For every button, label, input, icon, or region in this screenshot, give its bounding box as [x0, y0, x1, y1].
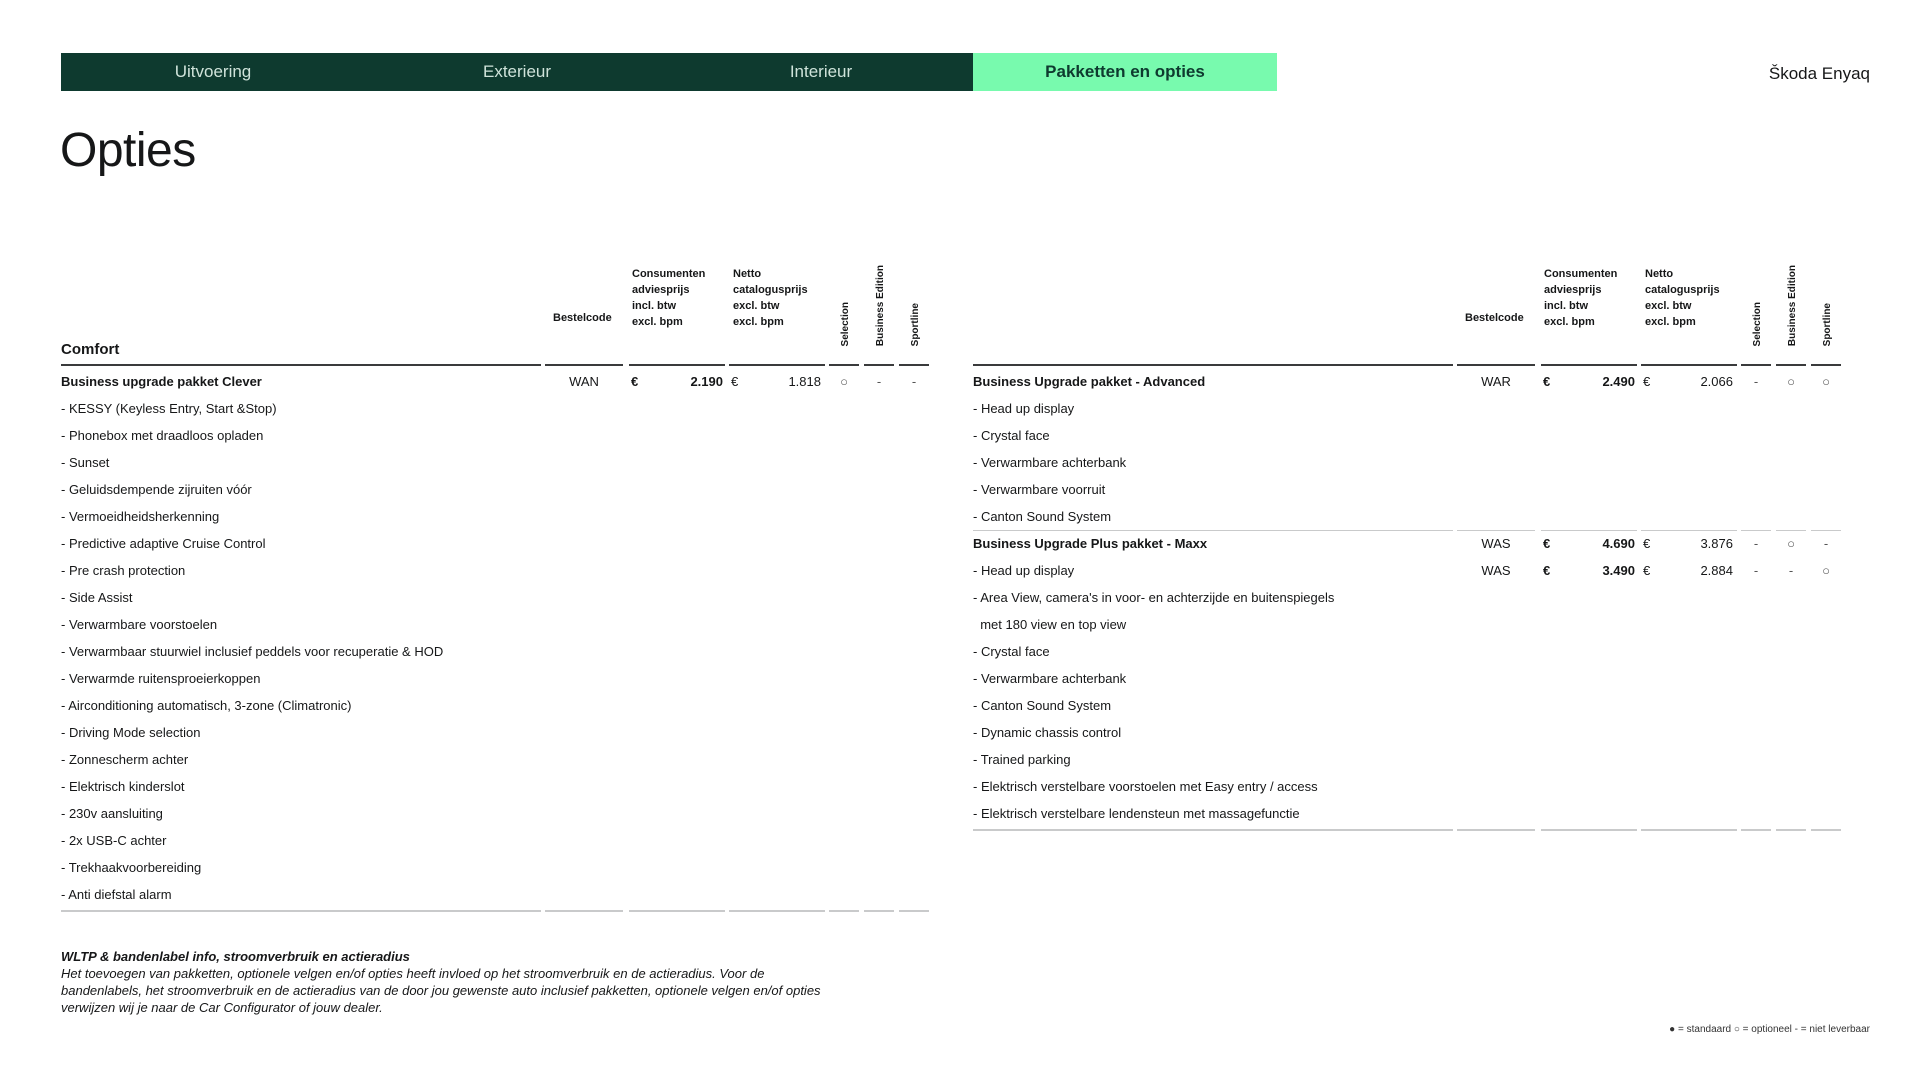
table-header	[973, 222, 1853, 358]
table-row	[61, 557, 941, 584]
net-price: 2.884	[1700, 563, 1733, 578]
table-row	[973, 422, 1853, 449]
availability-selection: ○	[840, 374, 848, 389]
footer-rule	[61, 910, 541, 912]
section-heading: Comfort	[61, 341, 120, 358]
footer-rule	[1741, 829, 1771, 831]
table-row	[973, 503, 1853, 530]
order-code: WAN	[569, 374, 599, 389]
header-rule	[1741, 364, 1771, 366]
tab-interieur[interactable]: Interieur	[669, 53, 973, 91]
table-row	[61, 476, 941, 503]
table-row	[61, 503, 941, 530]
option-description: - Vermoeidheidsherkenning	[61, 509, 220, 524]
option-description: - Verwarmbare voorruit	[973, 482, 1106, 497]
legend: ● = standaard ○ = optioneel - = niet leverbaar	[1669, 1024, 1870, 1035]
net-price: 2.066	[1700, 374, 1733, 389]
table-row	[973, 773, 1853, 800]
footer-rule	[1811, 829, 1841, 831]
page-title: Opties	[60, 124, 196, 177]
currency-symbol: €	[1643, 563, 1651, 578]
footer-rule	[1541, 829, 1637, 831]
table-row	[61, 692, 941, 719]
table-row	[973, 746, 1853, 773]
availability-sportline: -	[911, 374, 917, 389]
col-consumentenprijs: Consumenten adviesprijs incl. btw excl. bpm	[1544, 268, 1618, 328]
option-description: - Sunset	[61, 455, 110, 470]
availability-business-edition: -	[876, 374, 882, 389]
table-row	[973, 611, 1853, 638]
currency-symbol: €	[1643, 536, 1651, 551]
table-body	[973, 368, 1853, 839]
footer-rule	[1776, 829, 1806, 831]
option-description: - Elektrisch verstelbare lendensteun met massagefunctie	[973, 806, 1300, 821]
table-row	[973, 449, 1853, 476]
currency-symbol: €	[1543, 374, 1551, 389]
col-bestelcode: Bestelcode	[1465, 312, 1524, 324]
brand-name: Škoda Enyaq	[1768, 64, 1870, 83]
table-row	[61, 881, 941, 908]
option-description: - Verwarmbare voorstoelen	[61, 617, 218, 632]
table-header	[61, 222, 941, 358]
consumer-price: 4.690	[1602, 536, 1635, 551]
section-nav	[61, 53, 1277, 91]
option-description: - 230v aansluiting	[61, 806, 163, 821]
table-row	[61, 638, 941, 665]
option-description: - Elektrisch kinderslot	[61, 779, 185, 794]
availability-selection: -	[1753, 536, 1759, 551]
table-body	[61, 368, 941, 920]
header-rule	[729, 364, 825, 366]
option-description: - Verwarmbare achterbank	[973, 455, 1127, 470]
option-description: - Canton Sound System	[973, 698, 1112, 713]
option-description: - Trained parking	[973, 752, 1071, 767]
header-rule	[1776, 364, 1806, 366]
header-rule	[864, 364, 894, 366]
option-description: - Trekhaakvoorbereiding	[61, 860, 202, 875]
note-title: WLTP & bandenlabel info, stroomverbruik en actieradius	[61, 949, 410, 964]
footer-rule	[973, 829, 1453, 831]
option-description: met 180 view en top view	[973, 617, 1127, 632]
header-rule	[973, 364, 1453, 366]
table-row	[61, 584, 941, 611]
table-row	[61, 611, 941, 638]
table-row	[61, 395, 941, 422]
table-row	[61, 665, 941, 692]
option-description: - KESSY (Keyless Entry, Start &Stop)	[61, 401, 277, 416]
availability-business-edition: ○	[1787, 374, 1795, 389]
tab-uitvoering[interactable]: Uitvoering	[61, 53, 365, 91]
table-row	[973, 665, 1853, 692]
option-description: - Zonnescherm achter	[61, 752, 189, 767]
footer-rule	[899, 910, 929, 912]
table-row	[973, 638, 1853, 665]
option-description: - 2x USB-C achter	[61, 833, 167, 848]
option-description: - Verwarmbaar stuurwiel inclusief peddels voor recuperatie & HOD	[61, 644, 444, 659]
col-nettoprijs: Netto catalogusprijs excl. btw excl. bpm	[733, 268, 808, 328]
header-rule	[829, 364, 859, 366]
availability-sportline: ○	[1822, 563, 1830, 578]
col-selection: Selection	[840, 301, 851, 346]
tab-exterieur[interactable]: Exterieur	[365, 53, 669, 91]
option-description: - Area View, camera's in voor- en achterzijde en buitenspiegels	[973, 590, 1335, 605]
currency-symbol: €	[631, 374, 639, 389]
footer-rule	[1457, 829, 1535, 831]
availability-business-edition: ○	[1787, 536, 1795, 551]
option-description: - Crystal face	[973, 644, 1050, 659]
package-row	[61, 368, 941, 395]
order-code: WAS	[1481, 563, 1511, 578]
table-row	[61, 827, 941, 854]
col-business-edition: Business Edition	[875, 264, 886, 346]
header-rule	[1641, 364, 1737, 366]
consumer-price: 2.490	[1602, 374, 1635, 389]
option-description: - Driving Mode selection	[61, 725, 201, 740]
table-row	[61, 530, 941, 557]
table-row	[61, 719, 941, 746]
option-description: - Canton Sound System	[973, 509, 1112, 524]
table-row	[973, 584, 1853, 611]
footer-rule	[829, 910, 859, 912]
footer-rule	[729, 910, 825, 912]
footer-rule	[545, 910, 623, 912]
table-row	[61, 854, 941, 881]
table-row	[61, 800, 941, 827]
col-sportline: Sportline	[910, 302, 921, 346]
col-consumentenprijs: Consumenten adviesprijs incl. btw excl. bpm	[632, 268, 706, 328]
currency-symbol: €	[1543, 536, 1551, 551]
option-description: Business upgrade pakket Clever	[61, 374, 262, 389]
col-selection: Selection	[1752, 301, 1763, 346]
table-row	[973, 476, 1853, 503]
availability-selection: -	[1753, 374, 1759, 389]
option-description: - Head up display	[973, 563, 1075, 578]
option-description: - Geluidsdempende zijruiten vóór	[61, 482, 252, 497]
net-price: 3.876	[1700, 536, 1733, 551]
table-row	[61, 746, 941, 773]
option-description: - Verwarmde ruitensproeierkoppen	[61, 671, 261, 686]
footer-rule	[629, 910, 725, 912]
col-bestelcode: Bestelcode	[553, 312, 612, 324]
consumer-price: 3.490	[1602, 563, 1635, 578]
header-rule	[1541, 364, 1637, 366]
option-description: Business Upgrade Plus pakket - Maxx	[973, 536, 1208, 551]
option-description: - Pre crash protection	[61, 563, 186, 578]
option-description: - Verwarmbare achterbank	[973, 671, 1127, 686]
table-row	[61, 449, 941, 476]
option-description: - Anti diefstal alarm	[61, 887, 172, 902]
availability-selection: -	[1753, 563, 1759, 578]
table-row	[973, 719, 1853, 746]
footer-rule	[864, 910, 894, 912]
header-rule	[629, 364, 725, 366]
currency-symbol: €	[1643, 374, 1651, 389]
option-description: - Elektrisch verstelbare voorstoelen met Easy entry / access	[973, 779, 1318, 794]
table-row	[973, 395, 1853, 422]
currency-symbol: €	[731, 374, 739, 389]
option-description: - Dynamic chassis control	[973, 725, 1122, 740]
option-description: Business Upgrade pakket - Advanced	[973, 374, 1206, 389]
tab-pakketten-en-opties[interactable]: Pakketten en opties	[973, 53, 1277, 91]
option-description: - Predictive adaptive Cruise Control	[61, 536, 266, 551]
options-table-right	[973, 222, 1853, 839]
header-rule	[1811, 364, 1841, 366]
option-description: - Head up display	[973, 401, 1075, 416]
option-description: - Side Assist	[61, 590, 133, 605]
table-row	[61, 773, 941, 800]
col-nettoprijs: Netto catalogusprijs excl. btw excl. bpm	[1645, 268, 1720, 328]
table-row	[973, 557, 1853, 584]
net-price: 1.818	[788, 374, 821, 389]
header-rule	[545, 364, 623, 366]
option-description: - Airconditioning automatisch, 3-zone (Climatronic)	[61, 698, 352, 713]
currency-symbol: €	[1543, 563, 1551, 578]
order-code: WAR	[1481, 374, 1511, 389]
availability-sportline: -	[1823, 536, 1829, 551]
availability-business-edition: -	[1788, 563, 1794, 578]
package-row	[973, 368, 1853, 395]
col-business-edition: Business Edition	[1787, 264, 1798, 346]
header-rule	[61, 364, 541, 366]
table-row	[973, 800, 1853, 827]
option-description: - Crystal face	[973, 428, 1050, 443]
note-body: Het toevoegen van pakketten, optionele velgen en/of opties heeft invloed op het stroomverbruik en de actieradius. Voor de bandenlabels, het stroomverbruik en de actieradius van de door jou gewenste auto inclusief pakketten, optionele velgen en/of opties verwijzen wij je naar de Car Configurator of jouw dealer.	[61, 966, 821, 1015]
consumer-price: 2.190	[690, 374, 723, 389]
footer-rule	[1641, 829, 1737, 831]
order-code: WAS	[1481, 536, 1511, 551]
availability-sportline: ○	[1822, 374, 1830, 389]
header-rule	[899, 364, 929, 366]
table-row	[61, 422, 941, 449]
package-row	[973, 530, 1853, 557]
options-table-left	[61, 222, 941, 920]
table-row	[973, 692, 1853, 719]
col-sportline: Sportline	[1822, 302, 1833, 346]
option-description: - Phonebox met draadloos opladen	[61, 428, 264, 443]
header-rule	[1457, 364, 1535, 366]
